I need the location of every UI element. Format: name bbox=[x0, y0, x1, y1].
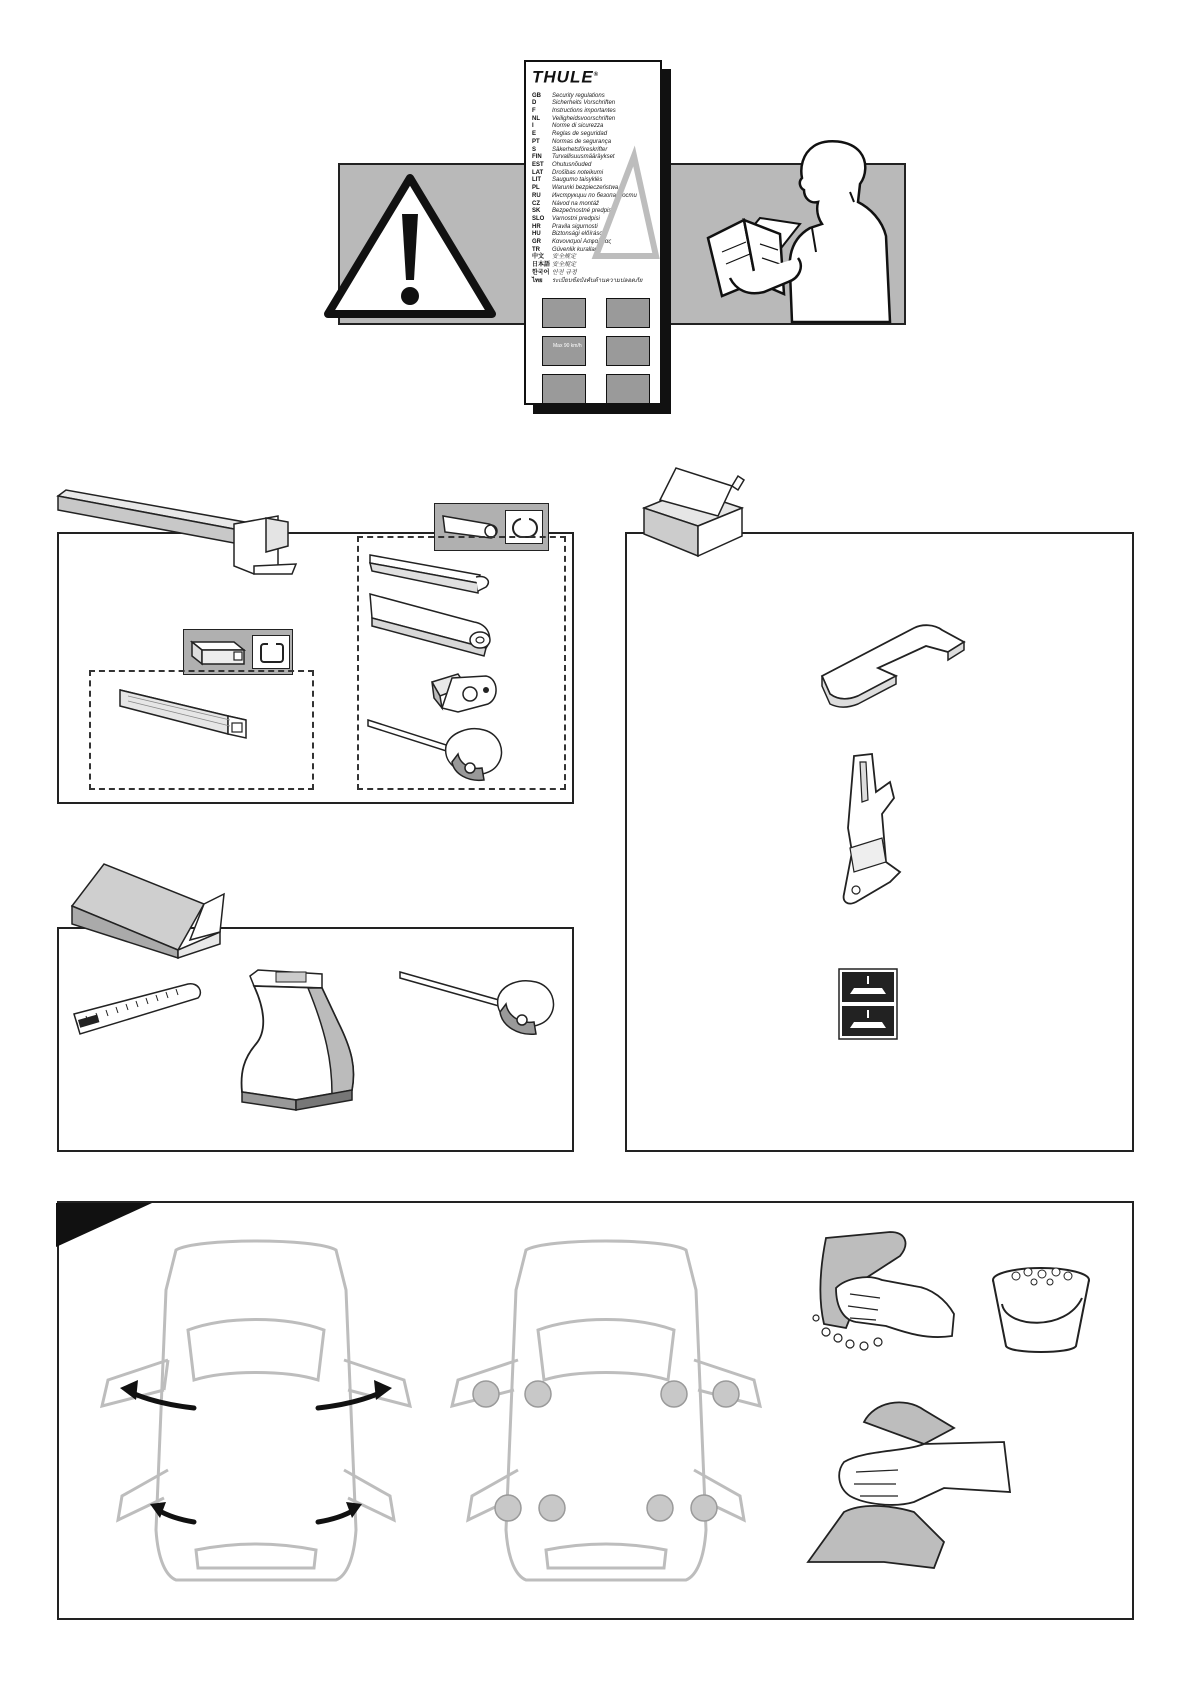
thumb-lock-icon bbox=[606, 374, 650, 404]
thule-logo: THULE® bbox=[532, 67, 600, 87]
reg-row-tr: TR Güvenlik kuralları bbox=[532, 246, 599, 253]
roof-foot-icon bbox=[236, 962, 386, 1112]
fitting-kit-box-icon bbox=[640, 460, 750, 560]
thumb-car-load-icon bbox=[542, 298, 586, 328]
reg-row-fin: FIN Turvallisuusmääräykset bbox=[532, 154, 615, 161]
reg-row-hr: HR Pravila sigurnosti bbox=[532, 223, 598, 230]
reg-row-pt: PT Normas de segurança bbox=[532, 138, 612, 145]
warning-triangle-icon bbox=[322, 172, 498, 322]
car-clean-points-icon bbox=[446, 1230, 766, 1590]
fitting-bracket-icon bbox=[834, 752, 904, 912]
reg-row-slo: SLO Varnostni predpisi bbox=[532, 215, 600, 222]
reg-row-pl: PL Warunki bezpieczeństwa bbox=[532, 185, 619, 192]
reg-row-ru: RU Инструкции по безопасности bbox=[532, 192, 637, 199]
reg-row-lit: LIT Saugumo taisyklės bbox=[532, 177, 603, 184]
reg-row-sk: SK Bezpečnostné predpisy bbox=[532, 208, 615, 215]
reg-row-e: E Reglas de seguridad bbox=[532, 131, 608, 138]
thumb-garage-icon bbox=[606, 336, 650, 366]
clean-foot-pad-icon bbox=[806, 1228, 956, 1358]
reg-row-d: D Sicherheits Vorschriften bbox=[532, 100, 616, 107]
water-bucket-icon bbox=[986, 1262, 1096, 1356]
foot-pack-box-icon bbox=[70, 858, 230, 958]
bar-package-icon bbox=[56, 486, 306, 576]
reg-row-lat: LAT Drošības noteikumi bbox=[532, 169, 604, 176]
safety-thumbnails bbox=[542, 298, 652, 404]
reg-row-f: F Instructions importantes bbox=[532, 108, 616, 115]
end-cap-icon bbox=[428, 670, 508, 720]
reg-row-hu: HU Biztonsági előírások bbox=[532, 231, 606, 238]
reg-row-cz: CZ Návod na montáž bbox=[532, 200, 600, 207]
reg-row-s: S Säkerhetsföreskrifter bbox=[532, 146, 608, 153]
car-open-doors-icon bbox=[96, 1230, 416, 1590]
thumb-speed-limit-icon bbox=[542, 336, 586, 366]
fitting-sticker-icon bbox=[838, 968, 898, 1040]
aero-bar-icon bbox=[368, 592, 503, 662]
square-bar-profile-icon bbox=[190, 638, 250, 670]
reg-row-th: ไทย ระเบียบข้อบังคับด้านความปลอดภัย bbox=[532, 277, 643, 284]
foot-lock-key-icon bbox=[398, 968, 568, 1048]
reg-row-jp: 日本語 安全規定 bbox=[532, 262, 577, 269]
reg-row-est: EST Ohutusnõuded bbox=[532, 161, 592, 168]
thumb-car-wash-icon bbox=[542, 374, 586, 404]
reg-row-i: I Norme di sicurezza bbox=[532, 123, 604, 130]
speed-limit-label: Max 90 km/h bbox=[553, 343, 582, 349]
measuring-ruler-icon bbox=[70, 978, 210, 1038]
dry-with-cloth-icon bbox=[804, 1392, 1014, 1572]
reg-row-kr: 한국어 안전 규정 bbox=[532, 269, 577, 276]
square-bar-icon bbox=[118, 688, 258, 768]
foot-pad-icon bbox=[818, 616, 968, 708]
rubber-strip-and-cap-icon bbox=[366, 718, 516, 788]
square-bar-profile-badge bbox=[183, 629, 293, 675]
reg-row-zh: 中文 安全规定 bbox=[532, 254, 577, 261]
card-warning-watermark bbox=[594, 152, 658, 262]
aero-bar-rail-icon bbox=[368, 553, 498, 597]
square-bar-section-icon bbox=[252, 635, 290, 669]
safety-regulations-card bbox=[524, 60, 662, 405]
thumb-roof-height-icon bbox=[606, 298, 650, 328]
reg-row-gb: GB Security regulations bbox=[532, 92, 605, 99]
reg-row-nl: NL Veiligheidsvoorschriften bbox=[532, 115, 616, 122]
person-reading-manual-icon bbox=[700, 132, 910, 327]
reg-row-gr: GR Κανονισμοί Ασφαλείας bbox=[532, 239, 612, 246]
